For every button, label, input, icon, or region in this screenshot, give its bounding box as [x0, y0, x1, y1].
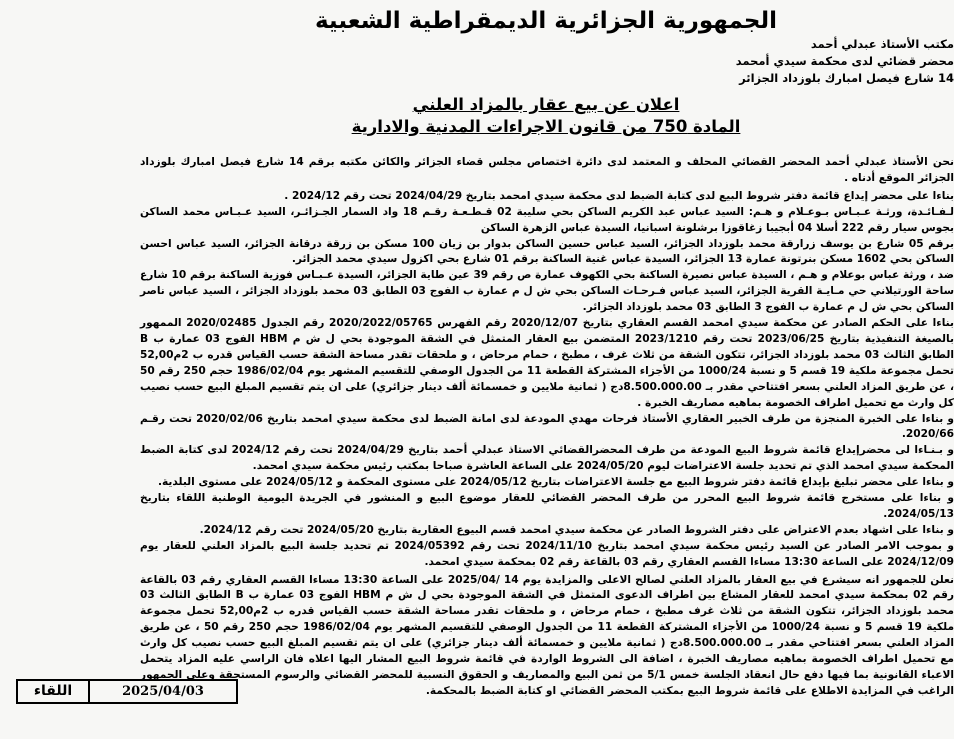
- body-paragraph-order: و بموجب الامر الصادر عن السيد رئيس محكمة سيدي امحمد بتاريخ 2024/11/10 تحت رقم 2024/05392 تم تحديد جلسة البيع بالمزاد العلني للعقار يوم 2024/12/09 على الساعة 13:30 مساءا القسم العقاري رقم 03 بالقاعة رقم 02 بمحكمة سيدي امحمد.: [140, 539, 954, 568]
- body-paragraph-intro: نحن الأستاذ عبدلي أحمد المحضر القضائي المحلف و المعتمد لدى دائرة اختصاص مجلس قضاء الجزائر والكائن مكتبه برقم 14 شارع فيصل امبارك بلوزداد الجزائر الموقع أدناه .: [140, 156, 954, 184]
- body-paragraph-beneficiaries: لـفـائـدة، ورثـة عـبـاس بـوعـلام و هـم: السيد عباس عبد الكريم الساكن بحي سليبة 02 قـطـعـة رقـم 18 واد السمار الجـزائـر، السيد عـبـاس محمد الساكن بجوس سيار رقم 222 أسلا 04 أبجيبا زغاقوزا برشلونة اسبانيا، السيدة عباس الزهرة الساكن: [140, 205, 954, 234]
- announcement-subtitle: المادة 750 من قانون الاجراءات المدنية والادارية: [351, 117, 741, 136]
- body-paragraph-no-objection: و بناءا على اشهاد بعدم الاعتراض على دفتر الشروط الصادر عن محكمة سيدي امحمد قسم البيوع العقارية بتاريخ 2024/05/20 تحت رقم 2024/12.: [199, 523, 954, 536]
- body-paragraph-defendants: ضد ، ورثة عباس بوعلام و هـم ، السيدة عباس نصيرة الساكنة بحي الكهوف عمارة ص رقم 39 عين طاية الجزائر، السيدة عـبـاس فوزية الساكنة برقم 10 شارع ساحة الورتيلاني حي مـايـة القرية الجزائر، السيد عباس فـرحـات الساكن بحي ش ل م عمارة ب الفوج 03 الطابق 03 محمد بلوزداد الجزائر ، السيد عباس ناصر الساكن بحي ش ل م عمارة ب الفوج 3 الطابق 03 محمد بلوزداد الجزائر.: [140, 269, 954, 314]
- body-paragraph-beneficiaries-cont: برقم 05 شارع بن يوسف زرارقة محمد بلوزداد الجزائر، السيد عباس حسين الساكن بدوار بن زيان 100 مسكن بن زرقة درقانة الجزائر، السيد عباس احسن الساكن بحي 1602 مسكن بنرتونة عمارة 13 الجزائر، السيدة عباس غنية الساكنة برقم 01 شارع بحي اكزول سيدي محمد الجزائر.: [140, 237, 954, 266]
- body-paragraph-conditions-deposit: و بـنـاءا لى محضرإيداع قائمة شروط البيع المودعة من طرف المحضرالقضائي الاستاذ عبدلي أحمد بتاريخ 2024/04/29 تحت رقم 2024/12 لدى كتابة الضبط المحكمة سيدي امحمد الذي تم تحديد جلسة الاعتراضات ليوم 2024/05/20 على الساعة العاشرة صباحا بمكتب رئيس محكمة سيدي امحمد.: [140, 444, 954, 473]
- announcement-body: [140, 155, 954, 700]
- body-paragraph-judgment: بناءا على الحكم الصادر عن محكمة سيدي امحمد القسم العقاري بتاريخ 2020/12/07 رقم الفهرس 2020/2022/05765 رقم الجدول 2020/02485 الممهور بالصيغة التنفيذية بتاريخ 2023/06/25 تحت رقم 2023/1210 المتضمن بيع العقار المتمثل في الشقة الموجودة بحي ل ش م HBM الفوج 03 عمارة ب B الطابق الثالث 03 محمد بلوزداد الجزائر، تتكون الشقة من ثلاث غرف ، مطبخ ، حمام مرحاض ، و ملحقات تقدر مساحة الشقة حسب القياس قدره ب 2م52,00 تحمل مجموعة ملكية 19 قسم 5 و نسبة 1000/24 من الأجزاء المشتركة القطعة 11 من الجدول الوصفي للتقسيم المشهر يوم 1986/02/04 حجم 250 رقم 50 ، عن طريق المزاد العلني بسعر افتتاحي مقدر بـ 8.500.000.00دج ( ثمانية ملايين و خمسمائة ألف دينار جزائري) على ان يتم تقسيم المبلغ البيع حسب نصيب كل وارث مع تحميل اطراف الخصومة بماهيه مصاريف الخبرة .: [140, 317, 954, 409]
- newspaper-name: اللقاء: [18, 681, 90, 702]
- body-paragraph-notification: و بناءا على محضر تبليغ بإيداع قائمة دفتر شروط البيع مع جلسة الاعتراضات بتاريخ 2024/05/12 على مستوى المحكمة و 2024/05/12 على مستوى البلدية.: [157, 476, 954, 489]
- bailiff-office-block: [654, 36, 954, 87]
- body-paragraph-deposit: بناءا على محضر إيداع قائمة دفتر شروط البيع لدى كتابة الضبط لدى محكمة سيدي امحمد بتاريخ 2024/04/29 تحت رقم 2024/12 .: [284, 189, 954, 202]
- office-line-address: 14 شارع فيصل امبارك بلوزداد الجزائر: [739, 71, 954, 85]
- office-line-name: مكتب الأستاذ عبدلي أحمد: [810, 37, 954, 51]
- announcement-title: اعلان عن بيع عقار بالمزاد العلني: [412, 95, 680, 114]
- body-paragraph-public-notice: نعلن للجمهور انه سيشرع في بيع العقار بالمزاد العلني لصالح الاعلى والمزايدة يوم 14 /2025/04 على الساعة 13:30 مساءا القسم العقاري رقم 03 بالقاعة رقم 02 بمحكمة سيدي امحمد للعقار المشاع بين اطراف الدعوى المتمثل في الشقة الموجودة بحي ل ش م HBM الفوج 03 عمارة ب B الطابق الثالث 03 محمد بلوزداد الجزائر، تتكون الشقة من ثلاث غرف مطبخ ، حمام مرحاض ، و ملحقات تقدر مساحة الشقة حسب القياس قدره ب 2م52,00 تحمل مجموعة ملكية 19 قسم 5 و نسبة 1000/24 من الأجزاء المشتركة القطعة 11 من الجدول الوصفي للتقسيم المشهر يوم 1986/02/04 حجم 250 رقم 50 ، عن طريق المزاد العلني بسعر افتتاحي مقدر بـ 8.500.000.00دج ( ثمانية ملايين و خمسمائة ألف دينار جزائري) على ان يتم تقسيم المبلغ البيع حسب نصيب كل وارث مع تحميل اطراف الخصومة بماهيه مصاريف الخبرة ، اضافة الى الشروط الواردة في قائمة شروط البيع المشار اليها اعلاه فان الراسي عليه المزاد يتحمل الاعباء القانونية بما فيها دفع حال انعقاد الجلسة خمس 5/1 من ثمن البيع والمصاريف و الحقوق النسبية للمحضر القضائي والرسوم المستحقة وعلى الجمهور الراغب في المزايدة الاطلاع على قائمة شروط البيع بمكتب المحضر القضائي او كتابة الضبط بالمحكمة.: [140, 573, 954, 697]
- publication-date: 2025/04/03: [122, 684, 204, 699]
- body-paragraph-expertise: و بناءا على الخبرة المنجزة من طرف الخبير العقاري الأستاذ فرحات مهدي المودعة لدى امانة الضبط لدى محكمة سيدي امحمد بتاريخ 2020/02/06 تحت رقـم 2020/66.: [140, 412, 954, 441]
- office-line-role: محضر قضائي لدى محكمة سيدي أمحمد: [735, 54, 954, 68]
- publication-footer: [16, 679, 238, 704]
- announcement-frame: [138, 0, 954, 739]
- republic-heading: الجمهورية الجزائرية الديمقراطية الشعبية: [314, 8, 778, 34]
- body-paragraph-publication: و بناءا على مستخرج قائمة شروط البيع المحرر من طرف المحضر القضائي للعقار موضوع البيع و المنشور في الجريدة اليومية الوطنية اللقاء بتاريخ 2024/05/13.: [140, 492, 954, 520]
